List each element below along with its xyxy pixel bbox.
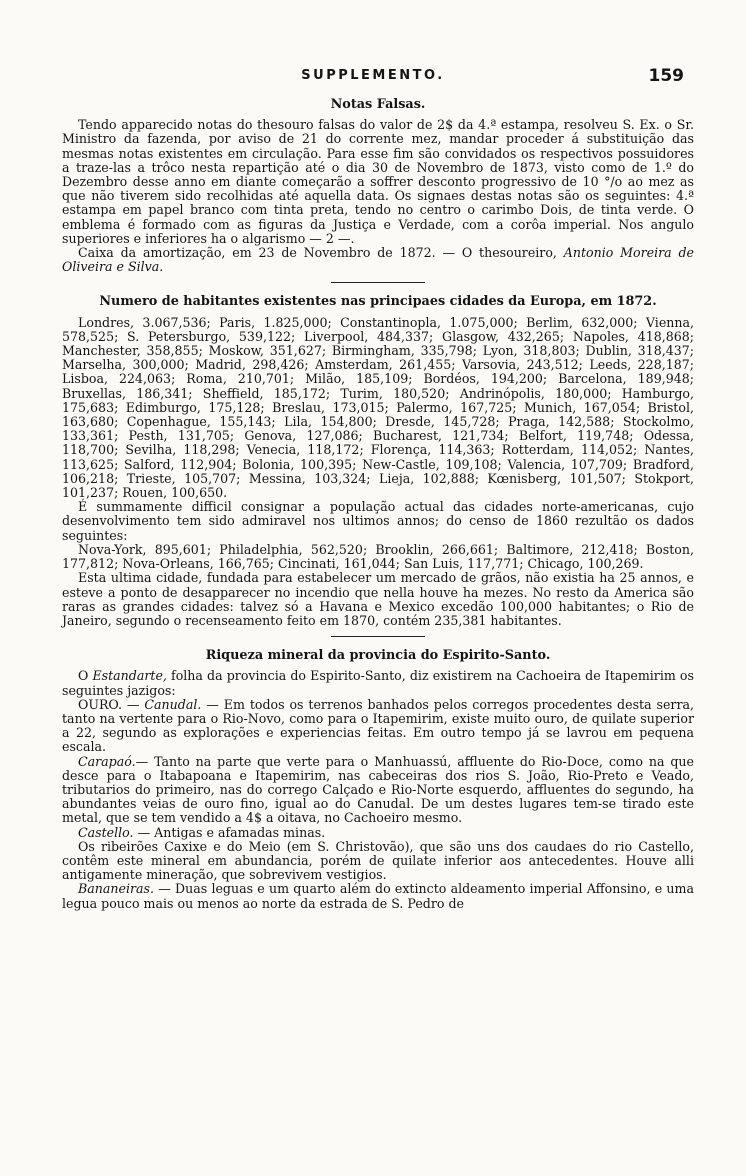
canudal-text: — Em todos os terrenos banhados pelos corregos procedentes desta serra, tanto na vertente para o Rio-Novo, como para o Itapemirim, existe muito ouro, de quilate superior a 22, segundo as explorações e experiencias feitas. Em outro tempo já se lavrou em pequena escala. (62, 696, 694, 755)
newspaper-name: Estandarte, (92, 668, 167, 684)
page-body (62, 96, 694, 911)
paragraph-america-cities: Nova-York, 895,601; Philadelphia, 562,520; Brooklin, 266,661; Baltimore, 212,418; Boston, 177,812; Nova-Orleans, 166,765; Cincinati, 161,044; San Luis, 117,771; Chicago, 100,269. (62, 541, 694, 572)
canudal-label: — Canudal. (126, 696, 202, 712)
ouro-label: OURO. (78, 696, 123, 712)
paragraph-europe-cities: Londres, 3.067,536; Paris, 1.825,000; Constantinopla, 1.075,000; Berlim, 632,000; Vienna, 578,525; S. Petersburgo, 539,122; Liverpool, 484,337; Glasgow, 432,265; Napoles, 418,868; Manchester, 358,855; Moskow, 351,627; Birmingham, 335,798; Lyon, 318,803; Dublin, 318,437; Marselha, 300,000; Madrid, 298,426; Amsterdam, 261,455; Varsovia, 243,512; Leeds, 228,187; Lisboa, 224,063; Roma, 210,701; Milão, 185,109; Bordéos, 194,200; Barcelona, 189,948; Bruxellas, 186,341; Sheffield, 185,172; Turim, 180,520; Andrinópolis, 180,000; Hamburgo, 175,683; Edimburgo, 175,128; Breslau, 173,015; Palermo, 167,725; Munich, 167,054; Bristol, 163,680; Copenhague, 155,143; Lila, 154,800; Dresde, 145,728; Praga, 142,588; Stockolmo, 133,361; Pesth, 131,705; Genova, 127,086; Bucharest, 121,734; Belfort, 119,748; Odessa, 118,700; Sevilha, 118,298; Venecia, 118,172; Florença, 114,363; Rotterdam, 114,052; Nantes, 113,625; Salford, 112,904; Bolonia, 100,395; New-Castle, 109,108; Valencia, 107,709; Bradford, 106,218; Trieste, 105,707; Messina, 103,324; Lieja, 102,888; Kœnisberg, 101,507; Stokport, 101,237; Rouen, 100,650. (62, 314, 694, 501)
paragraph-castello-detail: Os ribeirões Caxixe e do Meio (em S. Christovão), que são uns dos caudaes do rio Castello, contêm este mineral em abundancia, porém de quilate inferior aos antecedentes. Houve alli antigamente mineração, que sobrevivem vestigios. (62, 838, 694, 883)
castello-text: — Antigas e afamadas minas. (137, 824, 326, 840)
paragraph-carapao (62, 755, 694, 826)
paragraph-canudal (62, 698, 694, 755)
paragraph-intro-estandarte (62, 669, 694, 697)
signature-name: Antonio Moreira de Oliveira e Silva. (62, 245, 694, 275)
section-divider (331, 282, 425, 283)
section-heading-notas-falsas: Notas Falsas. (330, 97, 426, 112)
page-number: 159 (648, 66, 684, 86)
intro-prefix: O (78, 668, 89, 684)
signature-text: Caixa da amortização, em 23 de Novembro de 1872. — O thesoureiro, (78, 245, 557, 261)
bananeiras-text: — Duas leguas e um quarto além do extincto aldeamento imperial Affonsino, e uma legua pouco mais ou menos ao norte da estrada de S. Pedro de (62, 881, 694, 911)
section-divider (331, 636, 425, 637)
paragraph-bananeiras (62, 882, 694, 910)
section-heading-riqueza-mineral: Riqueza mineral da provincia do Espirito-Santo. (205, 648, 551, 664)
page-header (0, 68, 746, 90)
paragraph-closing: Esta ultima cidade, fundada para estabelecer um mercado de grãos, não existia ha 25 annos, e esteve a ponto de desapparecer no incendio que nella houve ha mezes. No resto da America são raras as grandes cidades: talvez só a Havana e Mexico excedão 100,000 habitantes; o Rio de Janeiro, segundo o recenseamento feito em 1870, contém 235,381 habitantes. (62, 570, 694, 628)
carapao-text: — Tanto na parte que verte para o Manhuassú, affluente do Rio-Doce, como na que desce para o Itabapoana e Itapemirim, nas cabeceiras dos rios S. João, Rio-Preto e Veado, tributarios do primeiro, nas do corrego Calçado e Rio-Norte esquerdo, affluentes do segundo, ha abundantes veias de ouro fino, igual ao do Canudal. De um destes lugares tem-se tirado este metal, que se tem vendido a 4$ a oitava, no Cachoeiro mesmo. (62, 753, 694, 826)
bananeiras-label: Bananeiras. (78, 881, 154, 897)
paragraph-signature-line (62, 246, 694, 274)
intro-text: folha da provincia do Espirito-Santo, diz existirem na Cachoeira de Itapemirim os seguintes jazigos: (62, 668, 694, 698)
paragraph-notas-falsas: Tendo apparecido notas do thesouro falsas do valor de 2$ da 4.ª estampa, resolveu S. Ex. o Sr. Ministro da fazenda, por aviso de 21 do corrente mez, mandar proceder á substituição das mesmas notas existentes em circulação. Para esse fim são convidados os respectivos possuidores a traze-las a trôco nesta repartição até o dia 30 de Novembro de 1873, visto como de 1.º do Dezembro desse anno em diante começarão a soffrer desconto progressivo de 10 °/o ao mez as que não tiverem sido recolhidas até aquella data. Os signaes destas notas são os seguintes: 4.ª estampa em papel branco com tinta preta, tendo no centro o carimbo Dois, de tinta verde. O emblema é formado com as figuras da Justiça e Verdade, com a corôa imperial. Nos angulo superiores e inferiores ha o algarismo — 2 —. (62, 117, 694, 246)
running-title: SUPPLEMENTO. (301, 68, 445, 83)
castello-label: Castello. (78, 824, 134, 840)
paragraph-america-intro: É summamente difficil consignar a população actual das cidades norte-americanas, cujo desenvolvimento tem sido admiravel nos ultimos annos; do censo de 1860 rezultão os dados seguintes: (62, 499, 694, 543)
paragraph-castello (62, 826, 694, 840)
carapao-label: Carapaó. (78, 753, 136, 769)
section-heading-habitantes: Numero de habitantes existentes nas principaes cidades da Europa, em 1872. (99, 294, 657, 310)
